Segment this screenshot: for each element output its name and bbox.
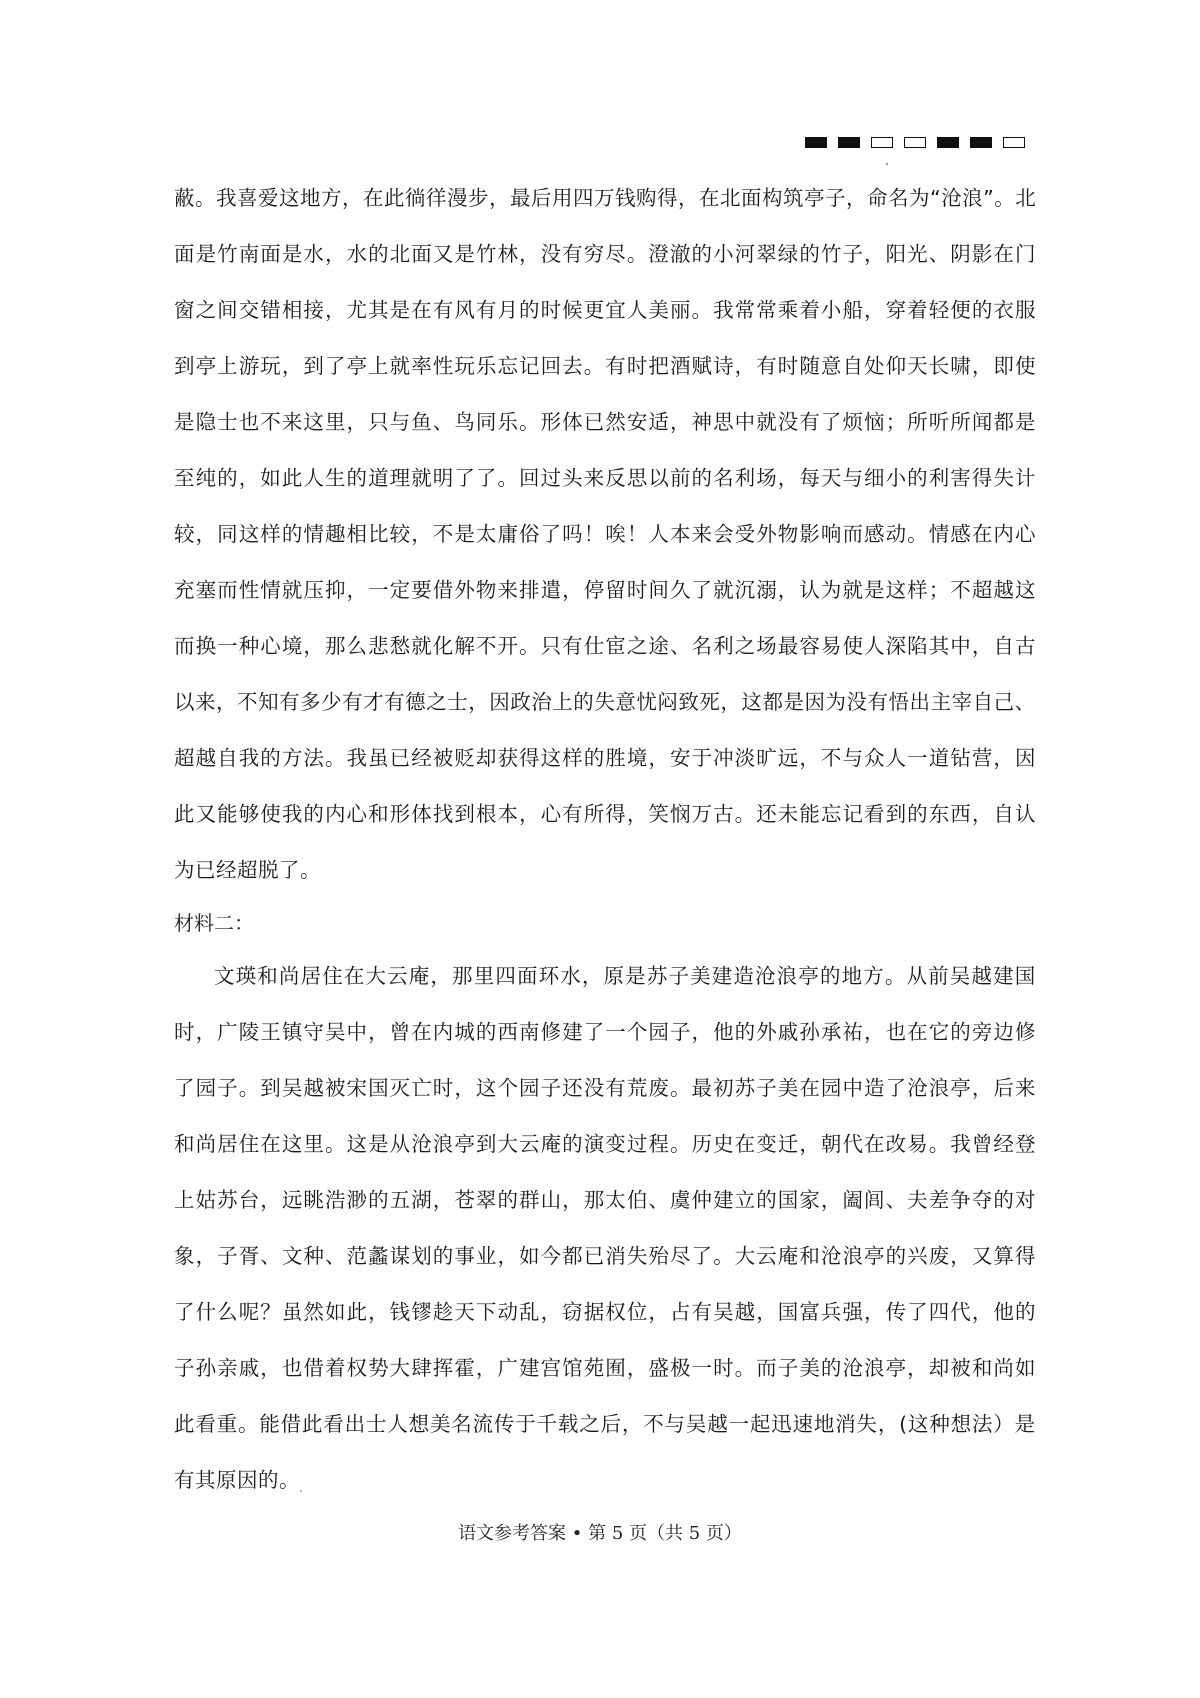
section-heading: 材料二： (174, 911, 254, 935)
header-mark (1003, 137, 1025, 148)
text-line: 和 尚 居 住 在 这 里 。 这 是 从 沧 浪 亭 到 大 云 庵 的 演 变 过 程 。 历 史 在 变 迁 ， 朝 代 在 改 易 。 我 曾 经 登 (174, 1132, 1036, 1156)
text-line: 至 纯 的 ， 如 此 人 生 的 道 理 就 明 了 了 。 回 过 头 来 反 思 以 前 的 名 利 场 ， 每 天 与 细 小 的 利 害 得 失 计 (174, 466, 1036, 490)
text-line: 充 塞 而 性 情 就 压 抑 ， 一 定 要 借 外 物 来 排 遣 ， 停 留 时 间 久 了 就 沉 溺 ， 认 为 就 是 这 样 ； 不 超 越 这 (174, 578, 1036, 602)
text-line: 文 瑛 和 尚 居 住 在 大 云 庵 ， 那 里 四 面 环 水 ， 原 是 苏 子 美 建 造 沧 浪 亭 的 地 方 。 从 前 吴 越 建 国 (214, 964, 1036, 988)
text-line: 而 换 一 种 心 境 ， 那 么 悲 愁 就 化 解 不 开 。 只 有 仕 宦 之 途 、 名 利 之 场 最 容 易 使 人 深 陷 其 中 ， 自 古 (174, 634, 1036, 658)
text-line: 超 越 自 我 的 方 法 。 我 虽 已 经 被 贬 却 获 得 这 样 的 胜 境 ， 安 于 冲 淡 旷 远 ， 不 与 众 人 一 道 钻 营 ， 因 (174, 746, 1036, 770)
text-line: 了 园 子 。 到 吴 越 被 宋 国 灭 亡 时 ， 这 个 园 子 还 没 有 荒 废 。 最 初 苏 子 美 在 园 中 造 了 沧 浪 亭 ， 后 来 (174, 1076, 1036, 1100)
text-line: 面 是 竹 南 面 是 水 ， 水 的 北 面 又 是 竹 林 ， 没 有 穷 尽 。 澄 澈 的 小 河 翠 绿 的 竹 子 ， 阳 光 、 阴 影 在 门 (174, 242, 1036, 266)
header-mark (904, 137, 926, 148)
material-two (174, 948, 1036, 1508)
header-mark (871, 137, 893, 148)
text-line: 了 什 么 呢 ？ 虽 然 如 此 ， 钱 镠 趁 天 下 动 乱 ， 窃 据 权 位 ， 占 有 吴 越 ， 国 富 兵 强 ， 传 了 四 代 ， 他 的 (174, 1300, 1036, 1324)
material-one-continued (174, 170, 1036, 898)
text-line: 时 ， 广 陵 王 镇 守 吴 中 ， 曾 在 内 城 的 西 南 修 建 了 一 个 园 子 ， 他 的 外 戚 孙 承 祐 ， 也 在 它 的 旁 边 修 (174, 1020, 1036, 1044)
text-line: 有其原因的。 (174, 1468, 300, 1492)
page-footer: 语文参考答案 • 第 5 页（共 5 页） (458, 1523, 742, 1544)
header-mark (838, 137, 860, 148)
scan-speck (886, 163, 888, 165)
text-line: 到 亭 上 游 玩 ， 到 了 亭 上 就 率 性 玩 乐 忘 记 回 去 。 有 时 把 酒 赋 诗 ， 有 时 随 意 自 处 仰 天 长 啸 ， 即 使 (174, 354, 1036, 378)
text-line: 此 又 能 够 使 我 的 内 心 和 形 体 找 到 根 本 ， 心 有 所 得 ， 笑 悯 万 古 。 还 未 能 忘 记 看 到 的 东 西 ， 自 认 (174, 802, 1036, 826)
text-line: 窗 之 间 交 错 相 接 ， 尤 其 是 在 有 风 有 月 的 时 候 更 宜 人 美 丽 。 我 常 常 乘 着 小 船 ， 穿 着 轻 便 的 衣 服 (174, 298, 1036, 322)
text-line: 此 看 重 。 能 借 此 看 出 士 人 想 美 名 流 传 于 千 载 之 后 ， 不 与 吴 越 一 起 迅 速 地 消 失 ， ( 这 种 想 法 ） 是 (174, 1412, 1036, 1436)
text-line: 子 孙 亲 戚 ， 也 借 着 权 势 大 肆 挥 霍 ， 广 建 宫 馆 苑 囿 ， 盛 极 一 时 。 而 子 美 的 沧 浪 亭 ， 却 被 和 尚 如 (174, 1356, 1036, 1380)
header-mark (970, 137, 992, 148)
header-mark (937, 137, 959, 148)
document-body (174, 170, 1036, 1508)
text-line: 为已经超脱了。 (174, 858, 321, 882)
text-line: 是 隐 士 也 不 来 这 里 ， 只 与 鱼 、 鸟 同 乐 。 形 体 已 然 安 适 ， 神 思 中 就 没 有 了 烦 恼 ； 所 听 所 闻 都 是 (174, 410, 1036, 434)
text-line: 象 ， 子 胥 、 文 种 、 范 蠡 谋 划 的 事 业 ， 如 今 都 已 消 失 殆 尽 了 。 大 云 庵 和 沧 浪 亭 的 兴 废 ， 又 算 得 (174, 1244, 1036, 1268)
text-line: 较 ， 同 这 样 的 情 趣 相 比 较 ， 不 是 太 庸 俗 了 吗 ！ 唉 ！ 人 本 来 会 受 外 物 影 响 而 感 动 。 情 感 在 内 心 (174, 522, 1036, 546)
text-line: 蔽 。 我 喜 爱 这 地 方 ， 在 此 徜 徉 漫 步 ， 最 后 用 四 万 钱 购 得 ， 在 北 面 构 筑 亭 子 ， 命 名 为 “ 沧 浪 ” 。 北 (174, 186, 1037, 210)
text-line: 以 来 ， 不 知 有 多 少 有 才 有 德 之 士 ， 因 政 治 上 的 失 意 忧 闷 致 死 ， 这 都 是 因 为 没 有 悟 出 主 宰 自 己 、 (174, 690, 1036, 714)
header-marks (805, 137, 1025, 148)
text-line: 上 姑 苏 台 ， 远 眺 浩 渺 的 五 湖 ， 苍 翠 的 群 山 ， 那 太 伯 、 虞 仲 建 立 的 国 家 ， 阖 闾 、 夫 差 争 夺 的 对 (174, 1188, 1036, 1212)
header-mark (805, 137, 827, 148)
